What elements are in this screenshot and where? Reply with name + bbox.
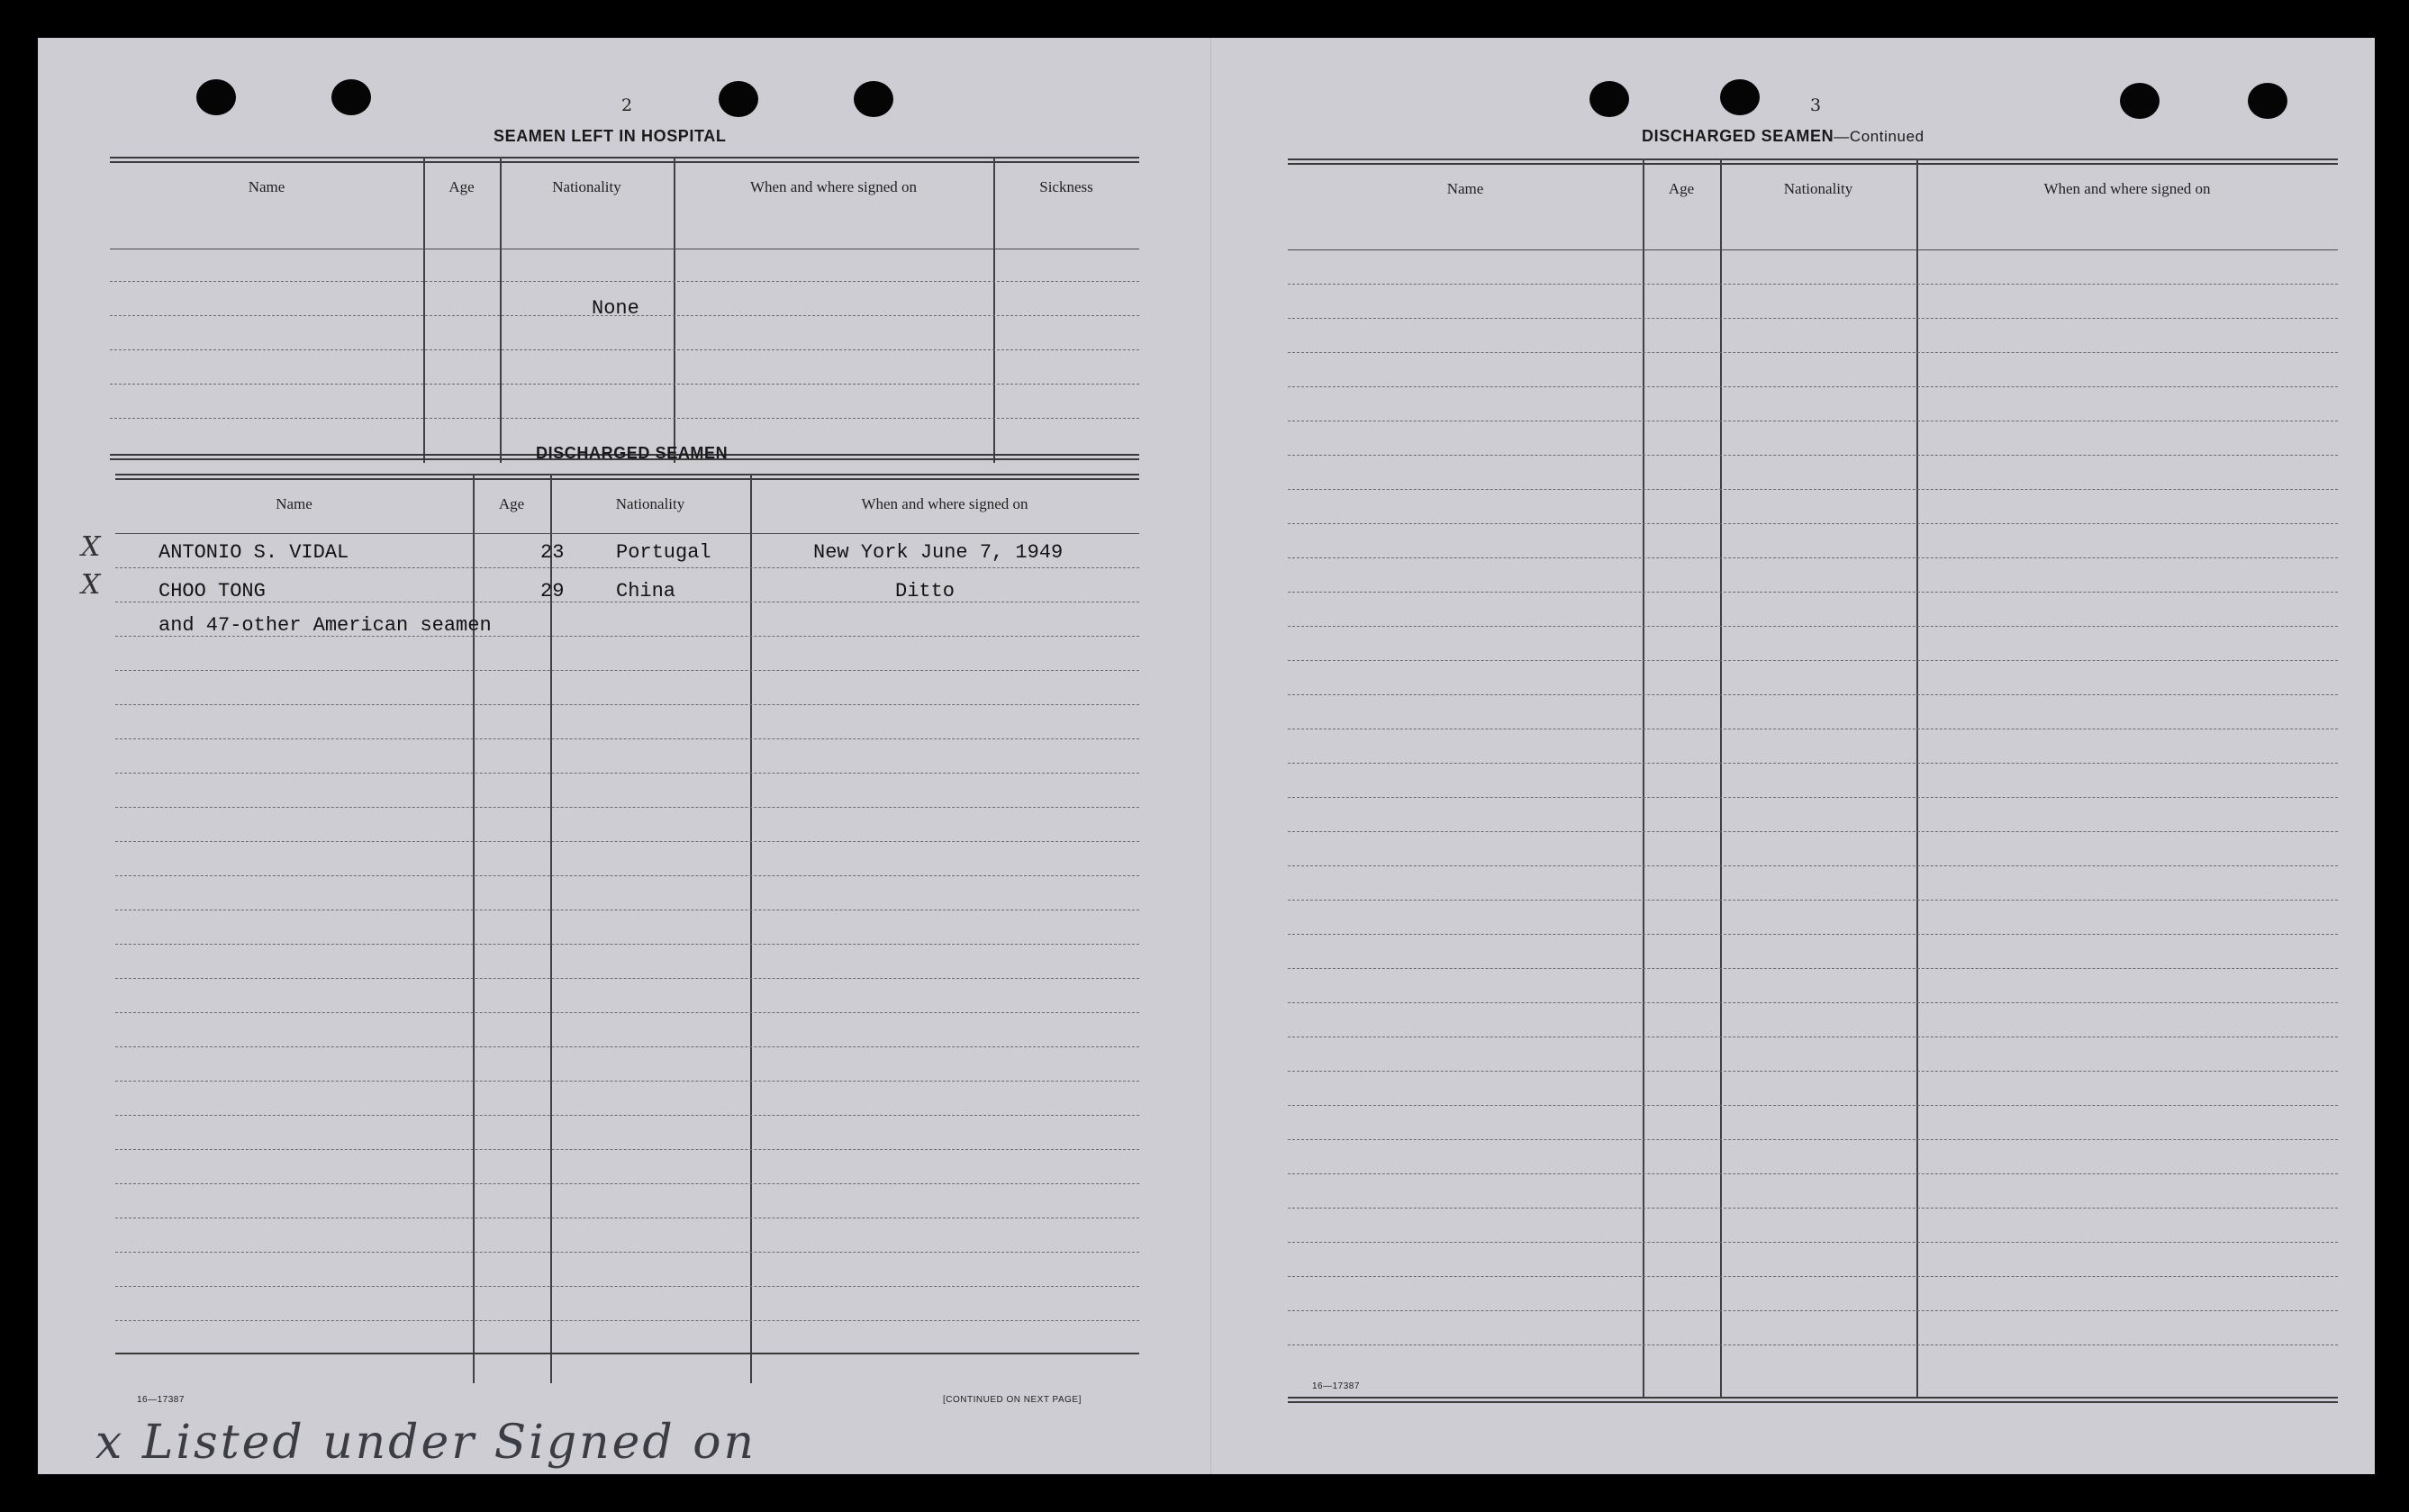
- punch-hole: [331, 79, 371, 115]
- punch-hole: [2248, 83, 2287, 119]
- page-number-right: 3: [1810, 95, 1822, 115]
- col-header-nationality: Nationality: [1783, 180, 1853, 197]
- seaman-signed-on: Ditto: [895, 580, 955, 602]
- discharged-section-title: DISCHARGED SEAMEN: [536, 444, 729, 462]
- seaman-nationality: China: [616, 580, 676, 602]
- check-mark: X: [81, 531, 101, 563]
- col-header-name: Name: [276, 495, 312, 512]
- col-header-age: Age: [1668, 180, 1695, 197]
- seaman-nationality: Portugal: [616, 541, 711, 564]
- col-header-signed-on: When and where signed on: [2043, 180, 2211, 197]
- col-header-age: Age: [498, 495, 525, 512]
- discharged-continued-title-text: DISCHARGED SEAMEN: [1642, 127, 1834, 145]
- seaman-name: ANTONIO S. VIDAL: [158, 541, 349, 564]
- col-header-sickness: Sickness: [1039, 178, 1093, 195]
- continued-suffix: —Continued: [1834, 128, 1924, 145]
- seaman-age: 23: [540, 541, 565, 564]
- seaman-age: 29: [540, 580, 565, 602]
- punch-hole: [1720, 79, 1760, 115]
- col-header-nationality: Nationality: [615, 495, 685, 512]
- col-header-signed-on: When and where signed on: [861, 495, 1028, 512]
- page-number-left: 2: [621, 95, 633, 115]
- col-header-signed-on: When and where signed on: [749, 178, 918, 195]
- hospital-table: [110, 157, 1139, 463]
- col-header-name: Name: [1446, 180, 1484, 197]
- discharged-continued-table: [1288, 158, 2338, 1410]
- col-header-age: Age: [448, 178, 475, 195]
- col-header-nationality: Nationality: [552, 178, 621, 195]
- form-number-left: 16—17387: [137, 1395, 185, 1405]
- page-fold: [1210, 38, 1211, 1474]
- seaman-signed-on: New York June 7, 1949: [813, 541, 1064, 564]
- handwritten-note: x Listed under Signed on: [95, 1416, 757, 1470]
- continued-note: [CONTINUED ON NEXT PAGE]: [943, 1395, 1082, 1405]
- hospital-section-title: SEAMEN LEFT IN HOSPITAL: [494, 127, 727, 145]
- seaman-name: and 47-other American seamen: [158, 614, 492, 637]
- check-mark: X: [81, 569, 101, 601]
- seaman-name: CHOO TONG: [158, 580, 266, 602]
- form-number-right: 16—17387: [1312, 1381, 1360, 1391]
- punch-hole: [1589, 81, 1629, 117]
- col-header-name: Name: [248, 178, 285, 195]
- punch-hole: [196, 79, 236, 115]
- punch-hole: [854, 81, 893, 117]
- punch-hole: [719, 81, 758, 117]
- hospital-none-entry: None: [592, 297, 639, 320]
- discharged-table: [115, 474, 1139, 1383]
- document-sheet: [38, 38, 2375, 1474]
- punch-hole: [2120, 83, 2160, 119]
- discharged-continued-title: [1642, 127, 1924, 146]
